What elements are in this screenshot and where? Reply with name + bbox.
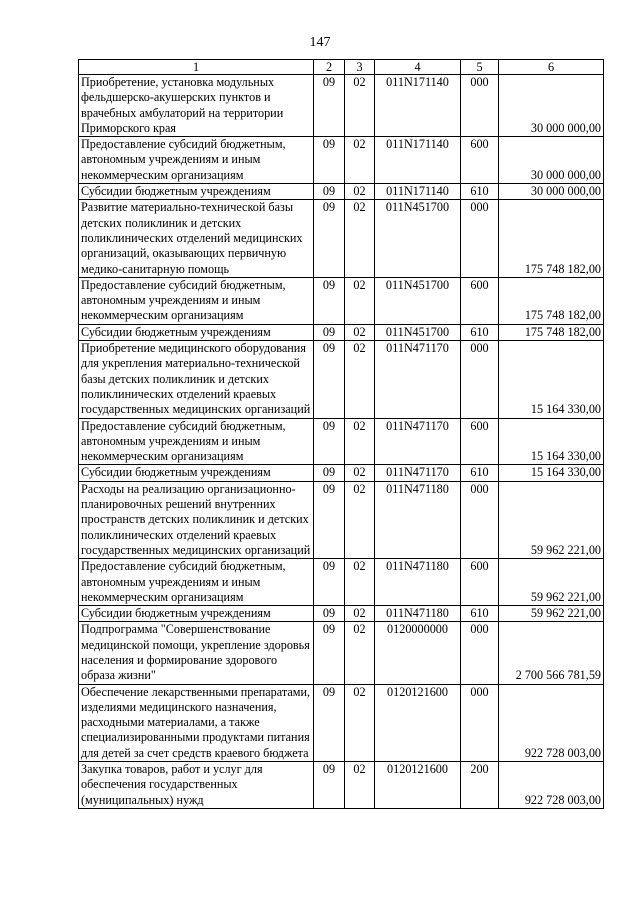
row-code4-cell: 011N471180 [375, 481, 461, 558]
row-name-cell: Предоставление субсидий бюджетным, автономным учреждениям и иным некоммерческим организациям [79, 559, 314, 606]
row-code4-cell: 011N451700 [375, 200, 461, 277]
row-code3-cell: 02 [345, 418, 375, 465]
table-row [79, 762, 604, 809]
page-number: 147 [309, 35, 331, 50]
table-row [79, 75, 604, 137]
row-code4-cell: 0120121600 [375, 684, 461, 761]
row-code2-cell: 09 [314, 75, 345, 137]
row-name-cell: Закупка товаров, работ и услуг для обеспечения государственных (муниципальных) нужд [79, 762, 314, 809]
row-name-cell: Субсидии бюджетным учреждениям [79, 606, 314, 622]
table-row [79, 606, 604, 622]
row-amount-cell: 2 700 566 781,59 [499, 622, 604, 684]
row-amount-cell: 59 962 221,00 [499, 606, 604, 622]
row-amount-cell: 922 728 003,00 [499, 684, 604, 761]
row-code5-cell: 000 [461, 481, 499, 558]
row-name-cell: Развитие материально-технической базы детских поликлиник и детских поликлинических отделений медицинских организаций, оказывающих первичную медико-санитарную помощь [79, 200, 314, 277]
row-code5-cell: 000 [461, 341, 499, 418]
table-row [79, 341, 604, 418]
table-row [79, 418, 604, 465]
row-code3-cell: 02 [345, 200, 375, 277]
row-code3-cell: 02 [345, 324, 375, 340]
row-code3-cell: 02 [345, 277, 375, 324]
row-code2-cell: 09 [314, 622, 345, 684]
row-code5-cell: 600 [461, 277, 499, 324]
row-name-cell: Предоставление субсидий бюджетным, автономным учреждениям и иным некоммерческим организациям [79, 137, 314, 184]
row-amount-cell: 30 000 000,00 [499, 137, 604, 184]
row-code2-cell: 09 [314, 559, 345, 606]
column-header: 3 [345, 60, 375, 75]
column-header: 6 [499, 60, 604, 75]
table-row [79, 622, 604, 684]
row-code3-cell: 02 [345, 341, 375, 418]
row-amount-cell: 922 728 003,00 [499, 762, 604, 809]
table-row [79, 559, 604, 606]
row-code4-cell: 011N171140 [375, 184, 461, 200]
row-code3-cell: 02 [345, 559, 375, 606]
row-code5-cell: 000 [461, 684, 499, 761]
row-code2-cell: 09 [314, 137, 345, 184]
table-row [79, 684, 604, 761]
row-code4-cell: 0120121600 [375, 762, 461, 809]
row-name-cell: Обеспечение лекарственными препаратами, изделиями медицинского назначения, расходными материалами, а также специализированными продуктами питания для детей за счет средств краевого бюджета [79, 684, 314, 761]
row-code2-cell: 09 [314, 684, 345, 761]
row-name-cell: Приобретение, установка модульных фельдшерско-акушерских пунктов и врачебных амбулаторий на территории Приморского края [79, 75, 314, 137]
row-code5-cell: 610 [461, 465, 499, 481]
row-code4-cell: 0120000000 [375, 622, 461, 684]
row-code3-cell: 02 [345, 481, 375, 558]
row-name-cell: Субсидии бюджетным учреждениям [79, 324, 314, 340]
table-row [79, 200, 604, 277]
row-code5-cell: 610 [461, 184, 499, 200]
row-amount-cell: 15 164 330,00 [499, 465, 604, 481]
row-code2-cell: 09 [314, 277, 345, 324]
row-code5-cell: 610 [461, 606, 499, 622]
row-code5-cell: 000 [461, 622, 499, 684]
row-code3-cell: 02 [345, 137, 375, 184]
row-code5-cell: 610 [461, 324, 499, 340]
row-code3-cell: 02 [345, 762, 375, 809]
row-code3-cell: 02 [345, 184, 375, 200]
row-code2-cell: 09 [314, 324, 345, 340]
row-code5-cell: 600 [461, 559, 499, 606]
row-name-cell: Предоставление субсидий бюджетным, автономным учреждениям и иным некоммерческим организациям [79, 418, 314, 465]
row-code4-cell: 011N471170 [375, 465, 461, 481]
row-name-cell: Расходы на реализацию организационно-планировочных решений внутренних пространств детских поликлиник и детских поликлинических отделений краевых государственных медицинских организаций [79, 481, 314, 558]
table-row [79, 277, 604, 324]
table-row [79, 137, 604, 184]
row-code5-cell: 200 [461, 762, 499, 809]
row-code3-cell: 02 [345, 606, 375, 622]
row-code2-cell: 09 [314, 606, 345, 622]
row-code4-cell: 011N471170 [375, 418, 461, 465]
row-name-cell: Субсидии бюджетным учреждениям [79, 465, 314, 481]
row-code5-cell: 000 [461, 200, 499, 277]
row-code2-cell: 09 [314, 418, 345, 465]
row-code2-cell: 09 [314, 184, 345, 200]
row-name-cell: Подпрограмма "Совершенствование медицинской помощи, укрепление здоровья населения и формирование здорового образа жизни" [79, 622, 314, 684]
row-code4-cell: 011N471180 [375, 606, 461, 622]
row-code2-cell: 09 [314, 762, 345, 809]
row-amount-cell: 15 164 330,00 [499, 418, 604, 465]
table-row [79, 465, 604, 481]
table-header-row [79, 60, 604, 75]
budget-table [78, 59, 604, 809]
row-code2-cell: 09 [314, 341, 345, 418]
table-row [79, 481, 604, 558]
row-amount-cell: 30 000 000,00 [499, 184, 604, 200]
column-header: 2 [314, 60, 345, 75]
row-code5-cell: 000 [461, 75, 499, 137]
row-name-cell: Субсидии бюджетным учреждениям [79, 184, 314, 200]
row-amount-cell: 59 962 221,00 [499, 481, 604, 558]
column-header: 4 [375, 60, 461, 75]
column-header: 5 [461, 60, 499, 75]
row-code2-cell: 09 [314, 200, 345, 277]
row-amount-cell: 59 962 221,00 [499, 559, 604, 606]
row-code4-cell: 011N471170 [375, 341, 461, 418]
row-amount-cell: 30 000 000,00 [499, 75, 604, 137]
row-code4-cell: 011N171140 [375, 137, 461, 184]
row-code3-cell: 02 [345, 75, 375, 137]
row-code4-cell: 011N451700 [375, 277, 461, 324]
row-code5-cell: 600 [461, 418, 499, 465]
row-code5-cell: 600 [461, 137, 499, 184]
row-amount-cell: 175 748 182,00 [499, 200, 604, 277]
row-name-cell: Предоставление субсидий бюджетным, автономным учреждениям и иным некоммерческим организациям [79, 277, 314, 324]
row-code4-cell: 011N171140 [375, 75, 461, 137]
row-amount-cell: 175 748 182,00 [499, 324, 604, 340]
row-code2-cell: 09 [314, 481, 345, 558]
table-row [79, 184, 604, 200]
table-row [79, 324, 604, 340]
row-code2-cell: 09 [314, 465, 345, 481]
row-code3-cell: 02 [345, 684, 375, 761]
row-amount-cell: 15 164 330,00 [499, 341, 604, 418]
row-code3-cell: 02 [345, 622, 375, 684]
row-code3-cell: 02 [345, 465, 375, 481]
row-name-cell: Приобретение медицинского оборудования для укрепления материально-технической базы детских поликлиник и детских поликлинических отделений краевых государственных медицинских организаций [79, 341, 314, 418]
row-amount-cell: 175 748 182,00 [499, 277, 604, 324]
row-code4-cell: 011N471180 [375, 559, 461, 606]
column-header: 1 [79, 60, 314, 75]
row-code4-cell: 011N451700 [375, 324, 461, 340]
